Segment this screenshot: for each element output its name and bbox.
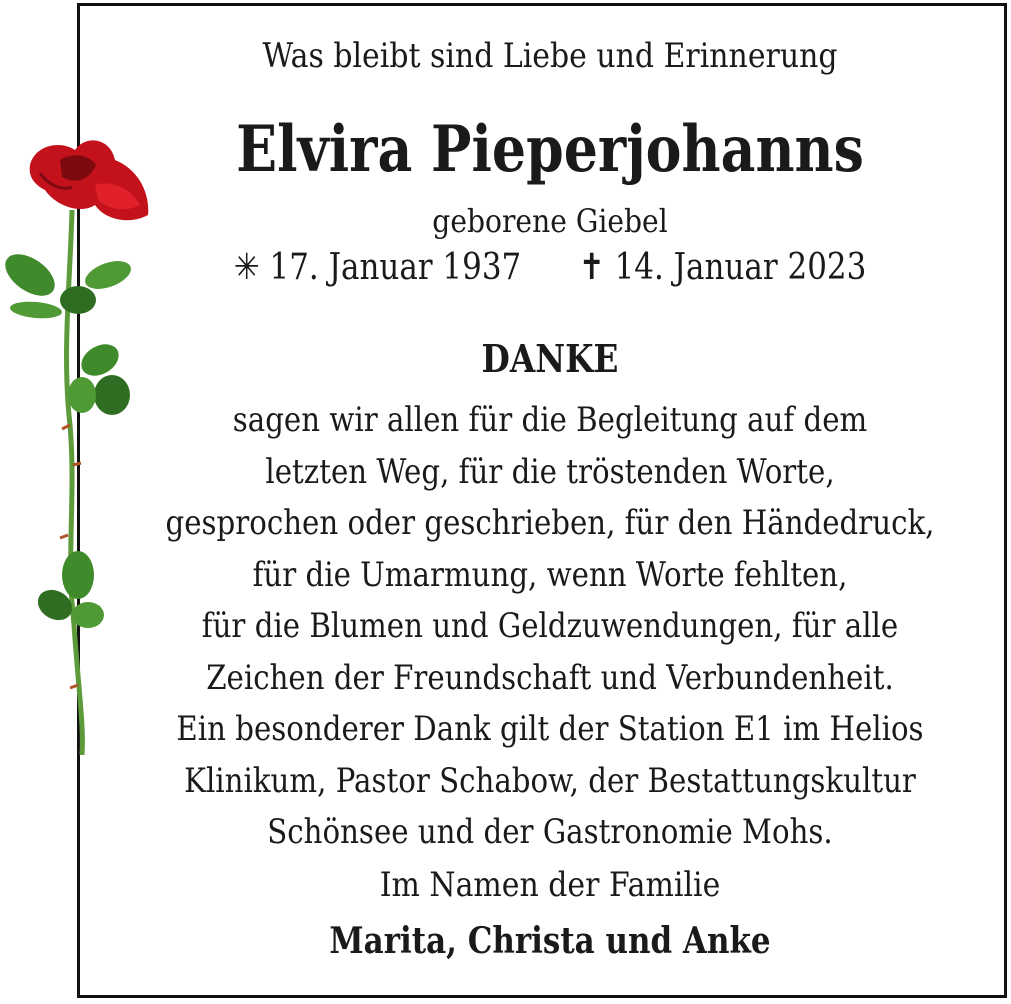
life-dates [154, 247, 945, 288]
thanks-heading: DANKE [481, 336, 619, 381]
star-icon: ✳ [233, 247, 260, 288]
thanks-text [90, 395, 1010, 859]
motto: Was bleibt sind Liebe und Erinnerung [262, 36, 838, 76]
deceased-name: Elvira Pieperjohanns [236, 112, 864, 187]
death-date: 14. Januar 2023 [614, 247, 867, 288]
text-line: Ein besonderer Dank gilt der Station E1 im Helios [176, 709, 924, 749]
signers: Marita, Christa und Anke [329, 920, 771, 962]
text-line: für die Blumen und Geldzuwendungen, für alle [201, 606, 899, 646]
text-line: sagen wir allen für die Begleitung auf dem [232, 400, 868, 440]
maiden-name: geborene Giebel [432, 202, 668, 240]
text-line: Klinikum, Pastor Schabow, der Bestattungskultur [184, 760, 916, 801]
text-line: letzten Weg, für die tröstenden Worte, [265, 451, 835, 492]
closing-line: Im Namen der Familie [379, 865, 721, 905]
text-line: Zeichen der Freundschaft und Verbundenheit. [206, 657, 894, 698]
cross-icon: ✝ [578, 247, 605, 288]
text-line: gesprochen oder geschrieben, für den Händedruck, [165, 503, 935, 543]
text-line: für die Umarmung, wenn Worte fehlten, [252, 554, 848, 595]
text-line: Schönsee und der Gastronomie Mohs. [267, 812, 833, 852]
birth-date: 17. Januar 1937 [269, 247, 522, 288]
